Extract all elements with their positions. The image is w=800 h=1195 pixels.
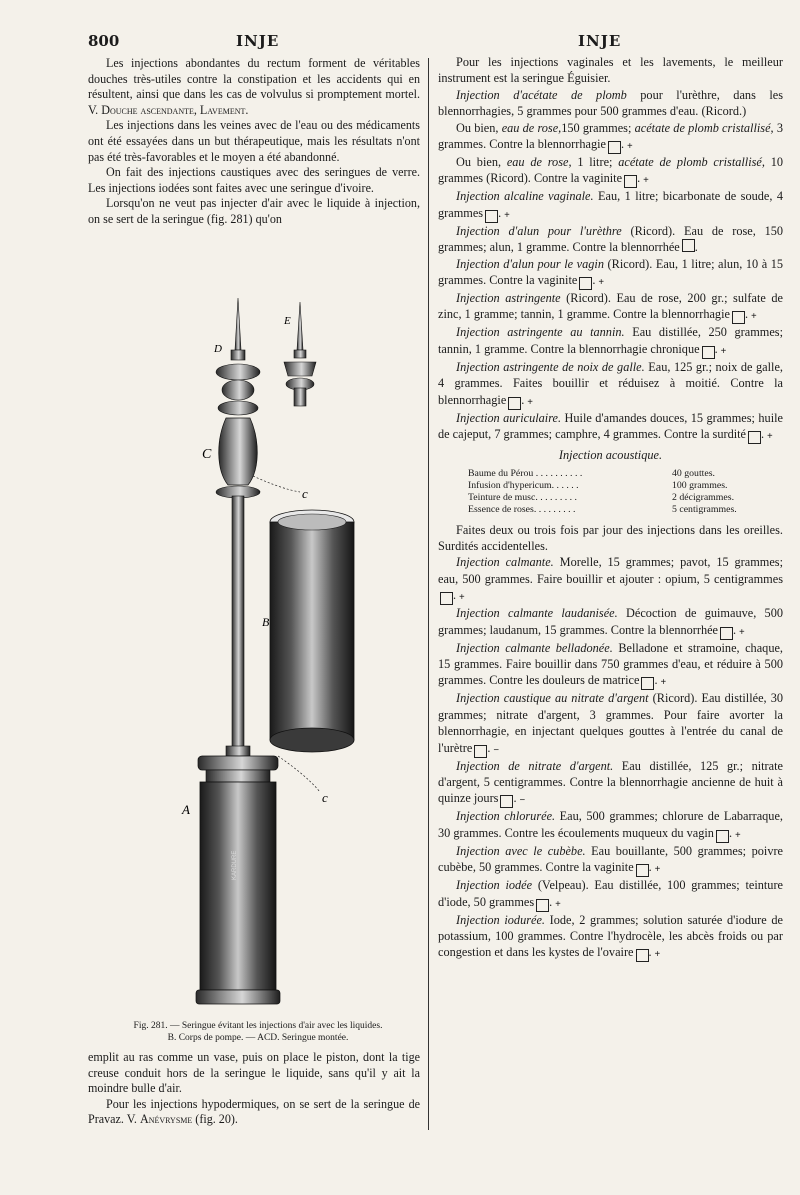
recipe-table xyxy=(468,468,768,516)
paragraph: Pour les injections vaginales et les lavements, le meilleur instrument est la seringue Éguisier. xyxy=(438,55,783,86)
plus-box-icon: + xyxy=(508,397,521,410)
entry-calmante: Injection calmante. Morelle, 15 grammes; pavot, 15 grammes; eau, 500 grammes. Faire bouillir et ajouter : opium, 5 centigrammes+. xyxy=(438,555,784,604)
figure-281 xyxy=(88,280,420,1020)
figure-caption: Fig. 281. — Seringue évitant les injections d'air avec les liquides. B. Corps de pompe. — ACD. Seringue montée. xyxy=(133,1021,383,1043)
entry-belladonee: Injection calmante belladonée. Belladone et stramoine, chaque, 15 grammes. Faire bouillir dans 750 grammes d'eau, et réduire à 500 grammes. Contre les douleurs de matrice +. xyxy=(438,640,783,689)
figure-label-a: A xyxy=(182,802,190,817)
entry-chloruree: Injection chlorurée. Eau, 500 grammes; chlorure de Labarraque, 30 grammes. Contre les écoulements muqueux du vagin +. xyxy=(438,809,783,841)
minus-box-icon: − xyxy=(474,745,487,758)
plus-box-icon: + xyxy=(579,277,592,290)
plus-box-icon: + xyxy=(636,864,649,877)
plus-box-icon: + xyxy=(641,677,654,690)
figure-label-c: C xyxy=(202,447,212,462)
cross-reference[interactable]: Anévrysme xyxy=(139,1112,193,1127)
entry-acetate-plomb: Injection d'acétate de plomb pour l'urèthre, dans les blennorrhagies, 5 grammes pour 500 grammes d'eau. (Ricord.) xyxy=(438,87,783,119)
paragraph: Lorsqu'on ne veut pas injecter d'air avec le liquide à injection, on se sert de la seringue (fig. 281) qu'on xyxy=(88,196,420,226)
entry-acetate-rose: Ou bien, eau de rose,150 grammes; acétate de plomb cristallisé, 3 grammes. Contre la blennorrhagie +. xyxy=(438,120,783,153)
left-column-bottom xyxy=(88,1050,420,1128)
entry-astringente: Injection astringente (Ricord). Eau de rose, 200 gr.; sulfate de zinc, 1 gramme; tannin, 1 gramme. Contre la blennorrhagie +. xyxy=(438,291,783,323)
entry-nitrate-argent: Injection de nitrate d'argent. Eau distillée, 125 gr.; nitrate d'argent, 5 centigrammes. Contre la blennorrhagie ancienne de huit à quinze jours −. xyxy=(438,758,783,807)
entry-noix-de-galle: Injection astringente de noix de galle. Eau, 125 gr.; noix de galle, 4 grammes. Faites bouillir et réduisez à moitié. Contre la blennorrhagie +. xyxy=(438,359,784,408)
entry-alun-vagin: Injection d'alun pour le vagin (Ricord). Eau, 1 litre; alun, 10 à 15 grammes. Contre la vaginite +. xyxy=(438,256,784,289)
plus-box-icon: + xyxy=(536,899,549,912)
empty-box-icon xyxy=(682,239,695,252)
plus-box-icon: + xyxy=(716,830,729,843)
plus-box-icon: + xyxy=(608,141,621,154)
figure-label-c-lower-1: c xyxy=(302,486,308,501)
column-divider xyxy=(428,58,429,1130)
paragraph: On fait des injections caustiques avec des seringues de verre. Les injections iodées sont faites avec une seringue d'ivoire. xyxy=(88,165,420,195)
plus-box-icon: + xyxy=(624,175,637,188)
plus-box-icon: + xyxy=(485,210,498,223)
plus-box-icon: + xyxy=(636,949,649,962)
page-number: 800 xyxy=(88,32,120,50)
paragraph: emplit au ras comme un vase, puis on place le piston, dont la tige creuse conduit hors de la seringue le liquide, sans qu'il y ait la moindre bulle d'air. xyxy=(88,1050,420,1096)
recipe-title: Injection acoustique. xyxy=(558,448,663,463)
syringe-illustration xyxy=(88,280,420,1020)
figure-label-d: D xyxy=(214,343,222,355)
entry-acetate-vaginite: Ou bien, eau de rose, 1 litre; acétate de plomb cristallisé, 10 grammes (Ricord). Contre la vaginite +. xyxy=(438,155,784,187)
part-b-pump-body xyxy=(270,510,354,752)
paragraph: Les injections abondantes du rectum forment de véritables douches très-utiles contre la constipation et les accidents qui en résultent, ainsi que dans les cas de volvulus si promptement mortel. V. Douche ascendante, Lavement. xyxy=(88,56,420,117)
recipe-row: Teinture de musc. . . . . . . . . 2 décigrammes. xyxy=(468,491,735,503)
entry-laudanisee: Injection calmante laudanisée. Décoction de guimauve, 500 grammes; laudanum, 15 grammes. Contre la blennorrhée +. xyxy=(438,606,784,638)
plus-box-icon: + xyxy=(748,431,761,444)
figure-label-e: E xyxy=(284,315,291,327)
engraver-signature: KARDURE xyxy=(232,850,238,880)
plus-box-icon: + xyxy=(440,592,453,605)
recipe-row: Baume du Pérou . . . . . . . . . . 40 gouttes. xyxy=(468,467,715,479)
page-header xyxy=(88,32,778,54)
running-head-right: INJE xyxy=(578,32,622,50)
entry-iodurée: Injection iodurée. Iode, 2 grammes; solution saturée d'iodure de potassium, 100 grammes. Contre l'hydrocèle, les abcès froids ou par congestion et dans les kystes de l'ovaire +. xyxy=(438,912,783,961)
figure-label-b: B xyxy=(262,615,270,629)
minus-box-icon: − xyxy=(500,795,513,808)
entry-tannin: Injection astringente au tannin. Eau distillée, 250 grammes; tannin, 1 gramme. Contre la blennorrhagie chronique +. xyxy=(438,325,783,357)
entry-auriculaire: Injection auriculaire. Huile d'amandes douces, 15 grammes; huile de cajeput, 7 grammes; camphre, 4 grammes. Contre la surdité +. xyxy=(438,410,783,443)
plus-box-icon: + xyxy=(720,627,733,640)
right-column xyxy=(438,54,783,962)
paragraph: Pour les injections hypodermiques, on se sert de la seringue de Pravaz. V. Anévrysme (fig. 20). xyxy=(88,1096,420,1127)
cross-reference[interactable]: Douche ascendante, Lavement. xyxy=(101,102,249,117)
left-column xyxy=(88,56,420,228)
recipe-row: Infusion d'hypericum. . . . . . 100 grammes. xyxy=(468,479,728,491)
entry-iodee: Injection iodée (Velpeau). Eau distillée, 100 grammes; teinture d'iode, 50 grammes +. xyxy=(438,878,784,910)
paragraph: Faites deux ou trois fois par jour des injections dans les oreilles. Surdités accidentelles. xyxy=(438,522,783,553)
entry-alun-urethre: Injection d'alun pour l'urèthre (Ricord). Eau de rose, 150 grammes; alun, 1 gramme. Contre la blennorrhée . xyxy=(438,223,784,255)
piston-rod xyxy=(232,496,244,751)
entry-caustique: Injection caustique au nitrate d'argent (Ricord). Eau distillée, 30 grammes; nitrate d'argent, 3 grammes. Pour faire avorter la blennorrhagie, en injectant quelques gouttes à l'entrée du canal de l'urètre −. xyxy=(438,691,783,756)
entry-cubebe: Injection avec le cubèbe. Eau bouillante, 500 grammes; poivre cubèbe, 50 grammes. Contre la vaginite +. xyxy=(438,843,784,876)
running-head-left: INJE xyxy=(236,32,280,50)
figure-label-c-lower-2: c xyxy=(322,790,328,805)
part-c-bulb xyxy=(216,418,260,498)
part-d-needle xyxy=(216,298,260,415)
plus-box-icon: + xyxy=(732,311,745,324)
paragraph: Les injections dans les veines avec de l'eau ou des médicaments ont été essayées dans un but thérapeutique, mais les résultats n'ont pas été très-favorables et le moyen a été abandonné. xyxy=(88,118,420,164)
part-a-barrel xyxy=(196,756,280,1004)
entry-alcaline: Injection alcaline vaginale. Eau, 1 litre; bicarbonate de soude, 4 grammes +. xyxy=(438,189,784,221)
recipe-row: Essence de roses. . . . . . . . . 5 centigrammes. xyxy=(468,503,737,515)
plus-box-icon: + xyxy=(702,346,715,359)
